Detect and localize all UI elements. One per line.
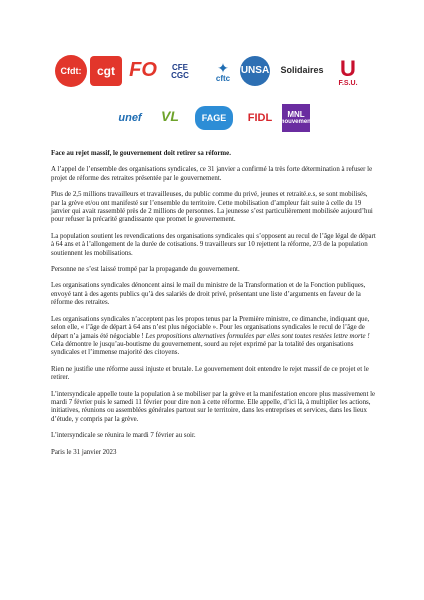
paragraph: A l’appel de l’ensemble des organisations syndicales, ce 31 janvier a confirmé la très forte détermination à refuser le projet de réforme des retraites présentée par le gouvernement. [51,166,373,182]
paragraph-part: Cela démontre le jusqu’au-boutisme du gouvernement, sourd au rejet exprimé par la totalité des organisations syndicales et l’immense majorité des citoyens. [51,340,354,357]
unsa-logo: UNSA [240,56,270,86]
cftc-logo: ✦ cftc [215,60,231,83]
paragraph: Rien ne justifie une réforme aussi injuste et brutale. Le gouvernement doit entendre le rejet massif de ce projet et le retirer. [51,365,369,382]
voix-lyceenne-logo: VL [161,108,179,124]
fsu-logo: U F.S.U. [338,55,358,87]
cgt-logo: cgt [90,56,122,86]
cfdt-logo: Cfdt: [55,55,87,87]
press-release-body [51,150,376,465]
cfe-cgc-logo: CFE CGC [171,63,189,80]
paragraph: Personne ne s’est laissé trompé par la propagande du gouvernement. [51,266,240,274]
paragraph: Plus de 2,5 millions travailleurs et travailleuses, du public comme du privé, jeunes et retraité.e.s, se sont mobilisés, par la grève et/ou ont manifesté sur l’ensemble du territoire. Cette mobilisation d’ampleur fait suite à celle du 19 janvier qui avait rassemblé près de 2 millions de personnes. La jeunesse s’est particulièrement mobilisée aujourd’hui pour refuser la précarité grandissante que promet le gouvernement. [51,191,373,224]
paragraph [51,316,376,358]
fo-logo: FO [129,59,157,81]
paragraph: Les organisations syndicales dénoncent ainsi le mail du ministre de la Transformation et de la Fonction publiques, envoyé tant à des agents publics qu’à des salariés de droit privé, présentant une liste d’arguments en faveur de la réforme des retraites. [51,282,366,307]
unef-logo: unef [118,111,142,124]
signature-date: Paris le 31 janvier 2023 [51,448,117,456]
fidl-logo: FIDL [247,111,273,124]
mnl-logo: MNL mouvement [282,104,310,132]
union-logos-banner [0,0,424,140]
paragraph-part: Les organisations syndicales n’acceptent pas les propos tenus par la Première ministre, ce dimanche, indiquant que, selon elle, « l’âge de départ à 64 ans n’est plus négociable ». Pour les organisations syndicales le recul de l’âge de départ n’a jamais été négociable ! [51,315,370,340]
emphasis-text: Les propositions alternatives formulées par elles sont toutes restées lettre morte ! [145,332,370,340]
solidaires-logo: Solidaires [280,64,324,75]
fage-logo: FAGE [195,106,233,130]
paragraph: L’intersyndicale appelle toute la population à se mobiliser par la grève et la manifestation encore plus massivement le mardi 7 février puis le samedi 11 février pour dire non à cette réforme. Elle appelle, d’ici là, à multiplier les actions, initiatives, réunions ou assemblées générales partout sur le territoire, dans les entreprises et services, dans les lieux d’étude, y compris par la grève. [51,390,376,423]
cftc-mark-icon: ✦ [217,60,229,76]
paragraph: La population soutient les revendications des organisations syndicales qui s’opposent au recul de l’âge légal de départ à 64 ans et à l’allongement de la durée de cotisations. 9 travailleurs sur 10 rejettent la réforme, 2/3 de la population soutiennent les mobilisations. [51,232,376,257]
page-title: Face au rejet massif, le gouvernement doit retirer sa réforme. [51,150,231,157]
paragraph: L’intersyndicale se réunira le mardi 7 février au soir. [51,432,196,440]
